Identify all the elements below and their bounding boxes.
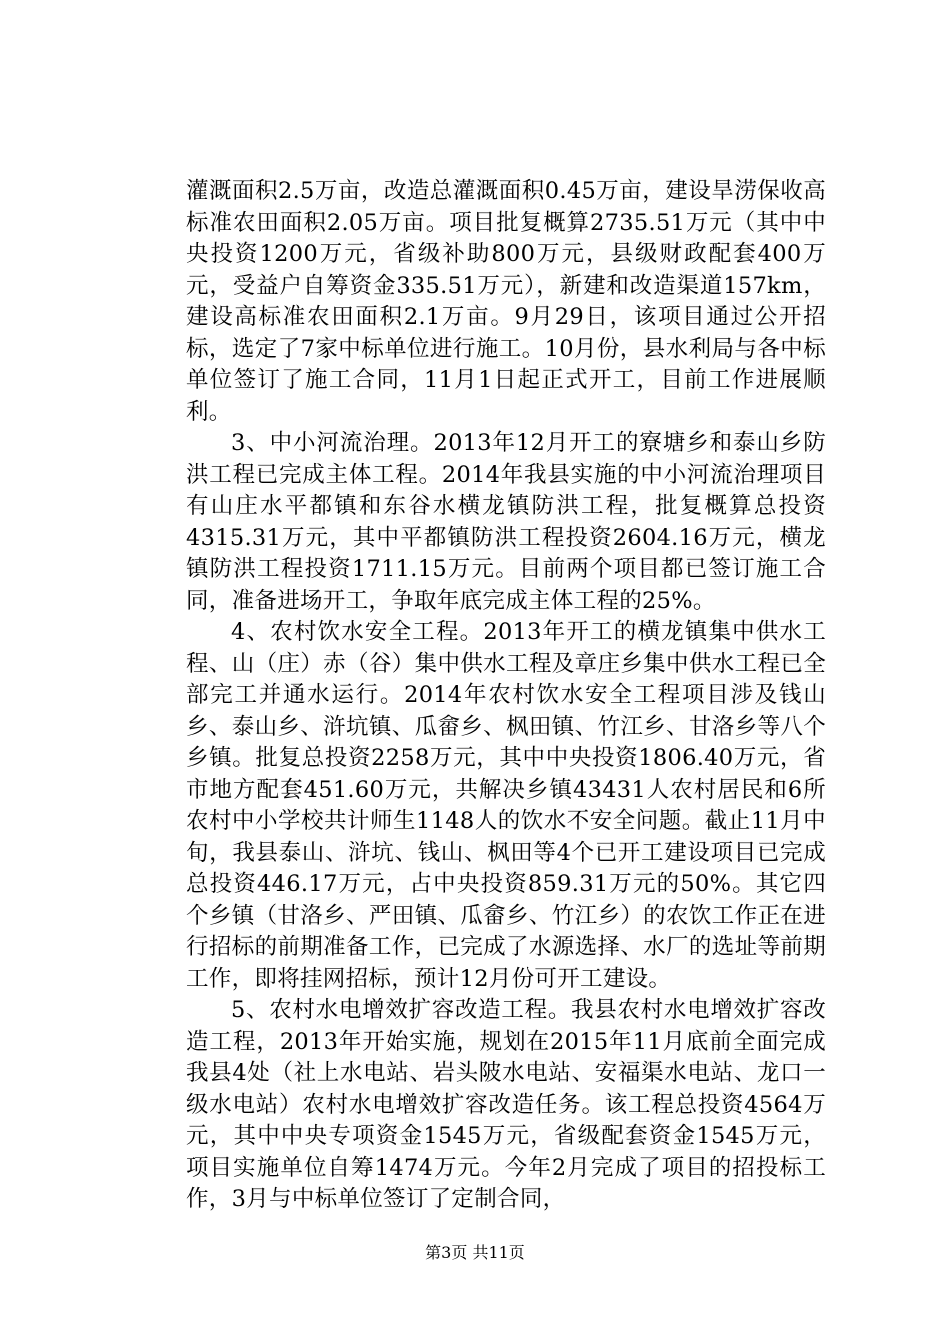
paragraph-drinking-water: 4、农村饮水安全工程。2013年开工的横龙镇集中供水工程、山（庄）赤（谷）集中供水工程及章庄乡集中供水工程已全部完工并通水运行。2014年农村饮水安全工程项目涉及钱山乡、泰山乡、浒坑镇、瓜畲乡、枫田镇、竹江乡、甘洛乡等八个乡镇。批复总投资2258万元，其中中央投资1806.40万元，省市地方配套451.60万元，共解决乡镇43431人农村居民和6所农村中小学校共计师生1148人的饮水不安全问题。截止11月中旬，我县泰山、浒坑、钱山、枫田等4个已开工建设项目已完成总投资446.17万元，占中央投资859.31万元的50%。其它四个乡镇（甘洛乡、严田镇、瓜畲乡、竹江乡）的农饮工作正在进行招标的前期准备工作，已完成了水源选择、水厂的选址等前期工作，即将挂网招标，预计12月份可开工建设。	[186, 619, 826, 992]
paragraph-hydropower: 5、农村水电增效扩容改造工程。我县农村水电增效扩容改造工程，2013年开始实施，规划在2015年11月底前全面完成我县4处（社上水电站、岩头陂水电站、安福渠水电站、龙口一级水电站）农村水电增效扩容改造任务。该工程总投资4564万元，其中中央专项资金1545万元，省级配套资金1545万元，项目实施单位自筹1474万元。今年2月完成了项目的招投标工作，3月与中标单位签订了定制合同，	[186, 997, 826, 1212]
page-footer: 第3页 共11页	[425, 1243, 525, 1262]
paragraph-irrigation-continued: 灌溉面积2.5万亩，改造总灌溉面积0.45万亩，建设旱涝保收高标准农田面积2.05万亩。项目批复概算2735.51万元（其中中央投资1200万元，省级补助800万元，县级财政配套400万元，受益户自筹资金335.51万元），新建和改造渠道157km，建设高标准农田面积2.1万亩。9月29日，该项目通过公开招标，选定了7家中标单位进行施工。10月份，县水利局与各中标单位签订了施工合同，11月1日起正式开工，目前工作进展顺利。	[186, 178, 826, 425]
document-body	[186, 176, 826, 1216]
paragraph-river-management: 3、中小河流治理。2013年12月开工的寮塘乡和泰山乡防洪工程已完成主体工程。2014年我县实施的中小河流治理项目有山庄水平都镇和东谷水横龙镇防洪工程，批复概算总投资4315.31万元，其中平都镇防洪工程投资2604.16万元，横龙镇防洪工程投资1711.15万元。目前两个项目都已签订施工合同，准备进场开工，争取年底完成主体工程的25%。	[186, 430, 826, 614]
